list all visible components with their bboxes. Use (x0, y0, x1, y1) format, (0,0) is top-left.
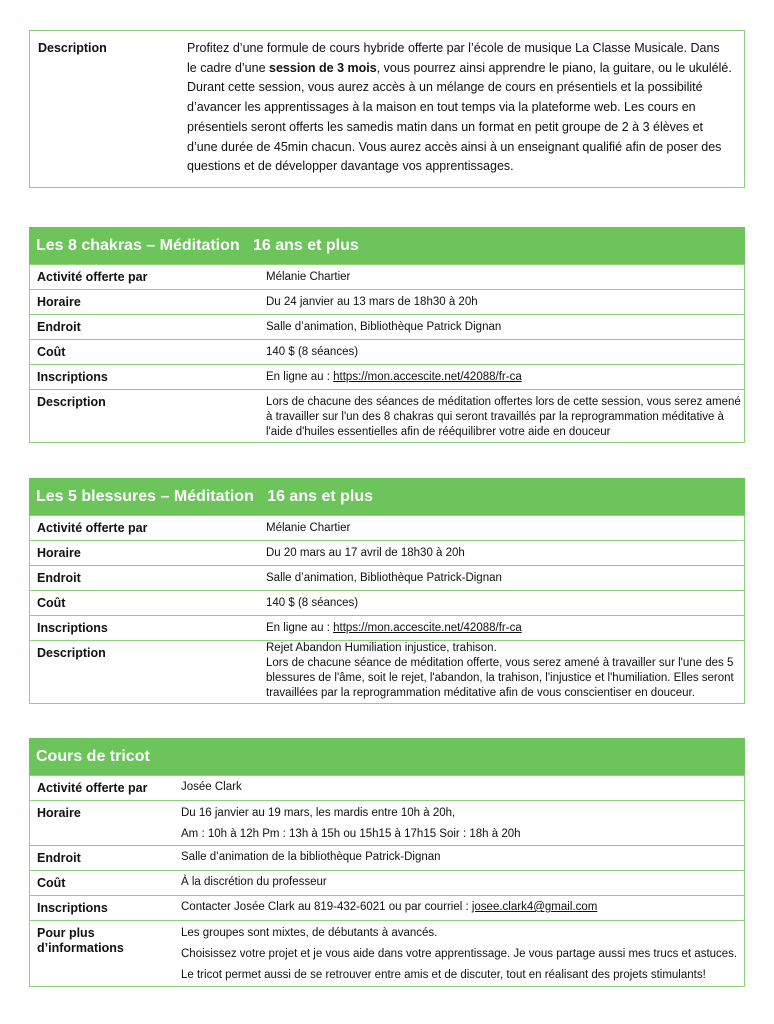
row-label: Coût (37, 876, 66, 890)
row-value: Salle d’animation de la bibliothèque Patrick-Dignan (181, 851, 441, 863)
row-cost (30, 590, 744, 615)
email-link[interactable]: josee.clark4@gmail.com (471, 901, 598, 913)
row-value (181, 921, 744, 986)
row-label: Pour plus d’informations (37, 926, 124, 955)
row-value (266, 641, 744, 703)
schedule-line: Du 16 janvier au 19 mars, les mardis entre 10h à 20h, (181, 807, 456, 819)
info-line: Les groupes sont mixtes, de débutants à avancés. (181, 927, 438, 939)
row-schedule (30, 540, 744, 565)
row-offered-by (30, 515, 744, 540)
row-value: 140 $ (8 séances) (266, 346, 359, 358)
row-description (30, 389, 744, 442)
description-line: Lors de chacune séance de méditation offerte, vous serez amené à travailler sur l'une des 5 blessures de l'âme, soit le rejet, l'abandon, la trahison, l'injustice et l'humiliation. Elles seront travaillées par la reprogrammation méditative afin de vous conscientiser en douceur. (266, 657, 734, 699)
description-text-part: Profitez d’une formule de cours hybride offerte par l’école de musique La Classe Musicale. Dans le cadre d’une (187, 41, 720, 75)
row-value (266, 365, 744, 389)
signup-prefix: Contacter Josée Clark au 819-432-6021 ou par courriel : (181, 901, 472, 913)
row-label: Activité offerte par (37, 781, 148, 795)
section-title: Les 5 blessures – Méditation 16 ans et plus (29, 478, 745, 515)
row-value: Salle d’animation, Bibliothèque Patrick Dignan (266, 321, 502, 333)
row-label: Endroit (37, 320, 81, 334)
info-line: Choisissez votre projet et je vous aide dans votre apprentissage. Je vous partage aussi mes trucs et astuces. (181, 948, 738, 960)
row-value: Josée Clark (181, 781, 242, 793)
row-label: Description (37, 395, 106, 409)
chakras-section (29, 227, 745, 443)
signup-link[interactable]: https://mon.accescite.net/42088/fr-ca (333, 371, 522, 383)
row-schedule (30, 289, 744, 314)
row-value: 140 $ (8 séances) (266, 597, 359, 609)
description-text-part: , vous pourrez ainsi apprendre le piano, la guitare, ou le ukulélé. Durant cette session, vous aurez accès à un mélange de cours en présentiels et la possibilité d’avancer les apprentissages à la maison en tout temps via la plateforme web. Les cours en présentiels seront offerts les samedis matin dans un format en petit groupe de 2 à 3 élèves et d’une durée de 45min chacun. Vous aurez accès ainsi à un enseignant qualifié afin de poser des questions et de développer davantage vos apprentissages. (187, 60, 732, 174)
row-label: Description (37, 646, 106, 660)
row-offered-by (30, 264, 744, 289)
session-duration-bold: session de 3 mois (269, 60, 377, 75)
row-offered-by (30, 775, 744, 800)
row-signup (30, 364, 744, 389)
row-value: À la discrétion du professeur (181, 876, 327, 888)
blessures-section (29, 478, 745, 704)
row-label: Endroit (37, 851, 81, 865)
row-value (181, 801, 744, 845)
row-description (30, 640, 744, 703)
row-place (30, 845, 744, 870)
row-label: Coût (37, 345, 66, 359)
row-label: Activité offerte par (37, 270, 148, 284)
row-signup (30, 615, 744, 640)
section-title: Les 8 chakras – Méditation 16 ans et plus (29, 227, 745, 264)
section-title: Cours de tricot (29, 738, 745, 775)
row-label: Inscriptions (37, 370, 108, 384)
row-value: Du 24 janvier au 13 mars de 18h30 à 20h (266, 296, 478, 308)
tricot-section (29, 738, 745, 987)
row-place (30, 314, 744, 339)
signup-prefix: En ligne au : (266, 622, 334, 634)
description-line: Rejet Abandon Humiliation injustice, trahison. (266, 642, 497, 654)
row-cost (30, 339, 744, 364)
row-label: Inscriptions (37, 621, 108, 635)
description-label: Description (38, 41, 107, 55)
row-label: Coût (37, 596, 66, 610)
row-value: Mélanie Chartier (266, 271, 351, 283)
row-label: Horaire (37, 295, 81, 309)
row-value (266, 616, 744, 640)
signup-prefix: En ligne au : (266, 371, 334, 383)
row-value: Salle d’animation, Bibliothèque Patrick-Dignan (266, 572, 502, 584)
row-label: Inscriptions (37, 901, 108, 915)
row-value (181, 896, 744, 920)
row-more-info (30, 920, 744, 986)
row-label: Horaire (37, 806, 81, 820)
row-value: Mélanie Chartier (266, 522, 351, 534)
row-label: Horaire (37, 546, 81, 560)
info-line: Le tricot permet aussi de se retrouver entre amis et de discuter, tout en réalisant des projets stimulants! (181, 969, 706, 981)
row-cost (30, 870, 744, 895)
row-label: Activité offerte par (37, 521, 148, 535)
row-label: Endroit (37, 571, 81, 585)
row-schedule (30, 800, 744, 845)
row-signup (30, 895, 744, 920)
row-value: Du 20 mars au 17 avril de 18h30 à 20h (266, 547, 465, 559)
schedule-line: Am : 10h à 12h Pm : 13h à 15h ou 15h15 à 17h15 Soir : 18h à 20h (181, 828, 521, 840)
row-value: Lors de chacune des séances de méditation offertes lors de cette session, vous serez amené à travailler sur l'un des 8 chakras qui seront travaillés par la reprogrammation méditative à l'aide d'huiles essentielles afin de rééquilibrer votre aide en douceur (266, 396, 741, 438)
music-description-text (187, 39, 732, 177)
music-description-box (29, 30, 745, 188)
signup-link[interactable]: https://mon.accescite.net/42088/fr-ca (333, 622, 522, 634)
row-place (30, 565, 744, 590)
